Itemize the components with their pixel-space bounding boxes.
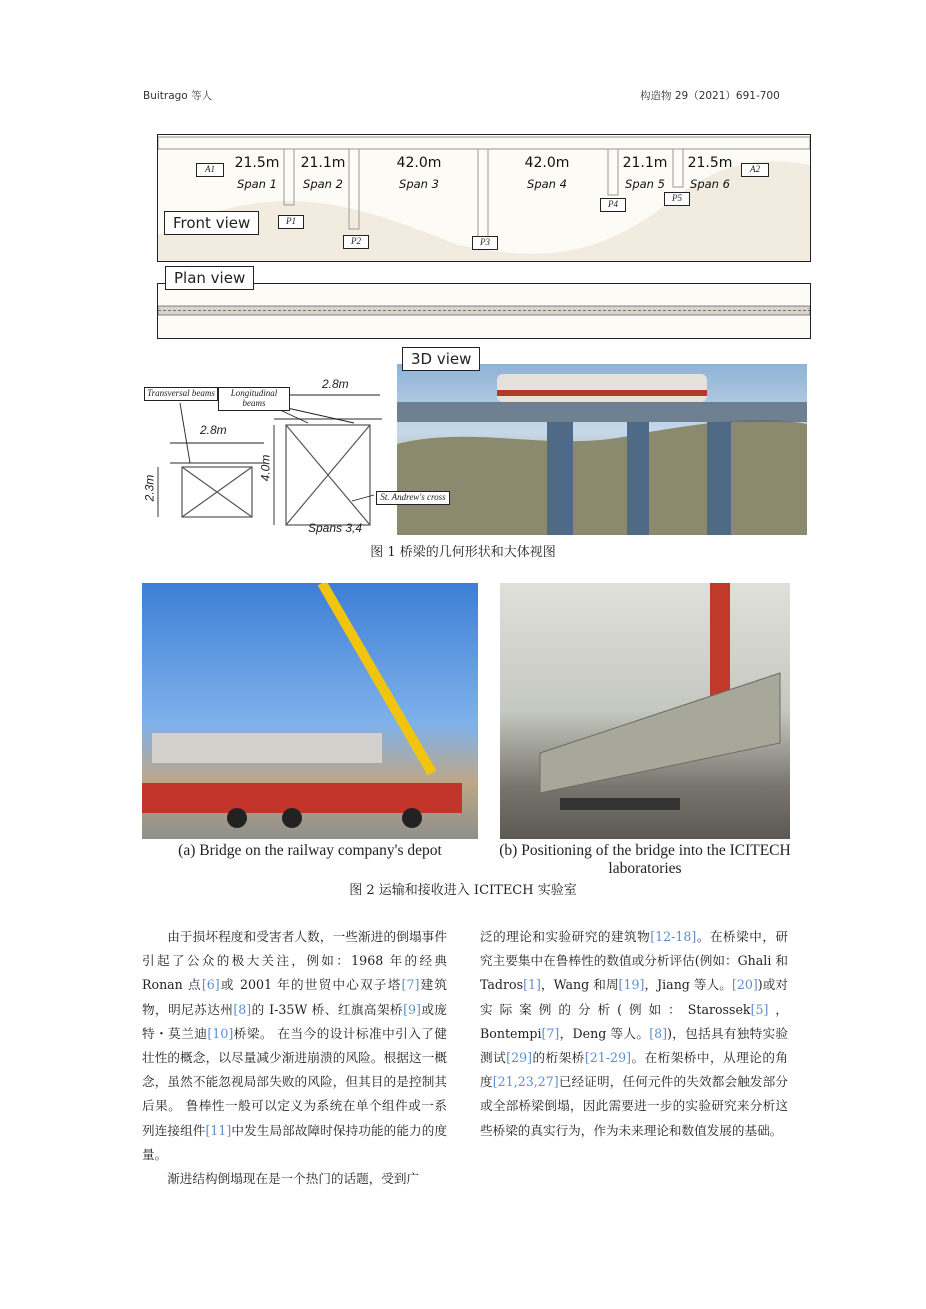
span-1-length: 21.5m [234, 155, 280, 171]
figure-2-caption: 图 2 运输和接收进入 ICITECH 实验室 [349, 883, 577, 898]
span-4-name: Span 4 [527, 177, 567, 191]
text-run: 由于损坏程度和受害者人数，一些渐进的倒塌事件引起了公众的极大关注，例如：1968 年的经典 Ronan 点 [142, 929, 447, 993]
text-run: ，Deng 等人。 [559, 1025, 650, 1041]
3d-view-photo [397, 364, 807, 535]
span-2-length: 21.1m [300, 155, 346, 171]
citation-link[interactable]: [7] [401, 977, 420, 993]
plan-view-tag: Plan view [165, 266, 254, 290]
spans-3-4-label: Spans 3,4 [308, 521, 363, 535]
citation-link[interactable]: [7] [541, 1025, 560, 1041]
citation-link[interactable]: [11] [205, 1122, 232, 1138]
photo-a-depot [142, 583, 478, 839]
citation-link[interactable]: [20] [731, 977, 758, 993]
text-run: 建筑物，明尼苏达州 [142, 977, 447, 1017]
pier-p2-label: P2 [343, 235, 369, 249]
span-3-length: 42.0m [396, 155, 442, 171]
paragraph-2: 渐进结构倒塌现在是一个热门的话题，受到广 [167, 1171, 420, 1187]
plan-view-panel [157, 283, 811, 339]
3d-view-drawing [397, 364, 807, 535]
text-run: 已经证明，任何元件的失效都会触发部分或全部桥梁倒塌，因此需要进一步的实验研究来分析这些桥梁的真实行为，作为未来理论和数值发展的基础。 [480, 1074, 789, 1138]
span-6-name: Span 6 [690, 177, 730, 191]
citation-link[interactable]: [10] [207, 1025, 234, 1041]
pier-p4-label: P4 [600, 198, 626, 212]
text-run: )或对实际案例的分析(例如：Starossek [480, 977, 788, 1017]
dim-4-0m: 4.0m [258, 454, 273, 482]
plan-view-drawing [158, 284, 810, 338]
photo-b-caption: (b) Positioning of the bridge into the ICITECH laboratories [499, 842, 791, 877]
running-header-left: Buitrago 等人 [143, 90, 213, 102]
text-run: ，Bontempi [480, 1001, 788, 1041]
pier-p3-label: P3 [472, 236, 498, 250]
citation-link[interactable]: [21-29] [584, 1050, 631, 1066]
text-run: 或 2001 年的世贸中心双子塔 [219, 977, 402, 993]
pier-p1-label: P1 [278, 215, 304, 229]
photo-b-drawing [500, 583, 790, 839]
span-1-name: Span 1 [237, 177, 277, 191]
span-5-length: 21.1m [622, 155, 668, 171]
photo-a-caption: (a) Bridge on the railway company's depot [178, 842, 442, 859]
text-run: 中发生局部故障时保持功能的能力的度量。 [142, 1122, 448, 1162]
running-header-right: 构造物 29（2021）691-700 [640, 90, 780, 102]
citation-link[interactable]: [8] [649, 1025, 668, 1041]
right-column-text [480, 925, 788, 1143]
text-run: 的桁架桥 [532, 1050, 585, 1066]
left-column-text [142, 925, 447, 1191]
front-view-tag: Front view [164, 211, 259, 235]
transversal-beams-label: Transversal beams [144, 387, 218, 401]
citation-link[interactable]: [1] [523, 977, 541, 993]
dim-2-3m: 2.3m [142, 474, 157, 502]
span-6-length: 21.5m [687, 155, 733, 171]
pier-p5-label: P5 [664, 192, 690, 206]
dim-2-8m-left: 2.8m [200, 423, 227, 437]
dim-2-8m-top: 2.8m [322, 377, 349, 391]
text-run: 的 I-35W 桥、红旗高架桥 [251, 1001, 404, 1017]
text-run: 或庞特・莫兰迪 [142, 1001, 447, 1041]
photo-b-laboratory [500, 583, 790, 839]
abutment-a2-label: A2 [741, 163, 769, 177]
text-run: ，Wang 和周 [540, 977, 619, 993]
citation-link[interactable]: [19] [618, 977, 645, 993]
citation-link[interactable]: [12-18] [650, 929, 697, 944]
figure-1-caption: 图 1 桥梁的几何形状和大体视图 [370, 545, 556, 560]
citation-link[interactable]: [9] [403, 1001, 421, 1017]
citation-link[interactable]: [5] [750, 1001, 769, 1017]
citation-link[interactable]: [29] [506, 1050, 533, 1066]
paragraph-1 [142, 925, 447, 1167]
front-view-panel [157, 134, 811, 262]
text-run: ，Jiang 等人。 [644, 977, 732, 993]
text-run: 。在桁架桥中，从理论的角度 [480, 1050, 789, 1090]
citation-link[interactable]: [21,23,27] [492, 1074, 559, 1090]
paragraph-3 [480, 925, 788, 1143]
citation-link[interactable]: [8] [233, 1001, 252, 1017]
cross-section-drawing [140, 355, 395, 540]
span-2-name: Span 2 [303, 177, 343, 191]
span-5-name: Span 5 [625, 177, 665, 191]
citation-link[interactable]: [6] [201, 977, 220, 993]
cross-section-diagram [140, 355, 446, 540]
photo-a-drawing [142, 583, 478, 839]
text-run: )，包括具有独特实验测试 [480, 1025, 788, 1066]
abutment-a1-label: A1 [196, 163, 224, 177]
span-3-name: Span 3 [399, 177, 439, 191]
span-4-length: 42.0m [524, 155, 570, 171]
text-run: 。在桥梁中，研究主要集中在鲁棒性的数值或分析评估(例如：Ghali 和 Tadros [480, 929, 789, 993]
text-run: 泛的理论和实验研究的建筑物 [480, 929, 651, 944]
longitudinal-beams-label: Longitudinal beams [218, 387, 290, 411]
text-run: 桥梁。 在当今的设计标准中引入了健壮性的概念，以尽量减少渐进崩溃的风险。根据这一概念，虽然不能忽视局部失败的风险，但其目的是控制其后果。 鲁棒性一般可以定义为系统在单个组件或一系列连接组件 [142, 1025, 447, 1138]
st-andrews-cross-label: St. Andrew's cross [376, 491, 450, 505]
3d-view-tag: 3D view [402, 347, 480, 371]
